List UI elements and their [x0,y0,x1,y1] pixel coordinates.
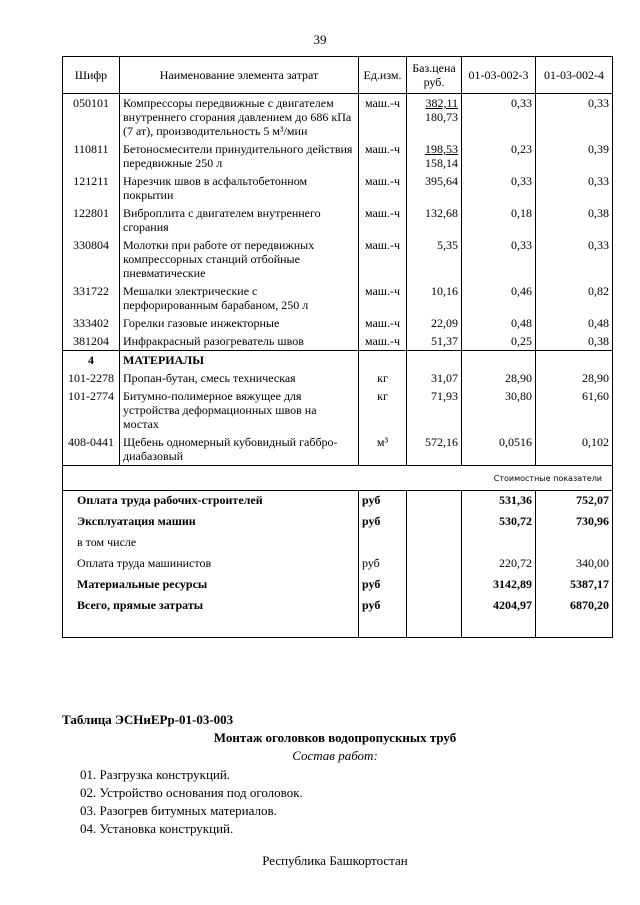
cost-unit: руб [359,575,407,596]
price-labor-value: 180,73 [425,110,458,124]
cost-name: Материальные ресурсы [63,575,359,596]
code-cell: 381204 [63,332,120,351]
value-col3: 3142,89 [462,575,536,596]
code-cell: 101-2278 [63,369,120,387]
next-subheading: Состав работ: [292,748,378,763]
header-unit: Ед.изм. [359,57,407,94]
table-row [63,387,613,433]
empty-cell [407,533,462,554]
price-cell: 572,16 [407,433,462,466]
code-cell: 331722 [63,282,120,314]
next-heading: Монтаж оголовков водопропускных труб [213,730,457,745]
unit-cell: м³ [359,433,407,466]
value-col3: 30,80 [462,387,536,433]
value-col4: 0,33 [536,94,613,141]
value-col4: 61,60 [536,387,613,433]
cost-unit: руб [359,512,407,533]
price-cell [407,282,462,314]
header-col4: 01-03-002-4 [536,57,613,94]
price-labor-value: 158,14 [425,156,458,170]
cost-unit: руб [359,491,407,513]
name-cell: Инфракрасный разогреватель швов [120,332,359,351]
footer-region: Республика Башкортостан [262,853,408,868]
table-row [63,433,613,466]
unit-cell: маш.-ч [359,94,407,141]
value-col3 [462,533,536,554]
code-cell: 333402 [63,314,120,332]
unit-cell: маш.-ч [359,172,407,204]
value-col4: 340,00 [536,554,613,575]
unit-cell: маш.-ч [359,282,407,314]
unit-cell: маш.-ч [359,332,407,351]
value-col3: 0,33 [462,94,536,141]
value-col3: 0,46 [462,282,536,314]
empty-cell [536,351,613,370]
cost-name: Всего, прямые затраты [63,596,359,617]
price-value: 22,09 [431,316,458,330]
price-cell [407,332,462,351]
section-row [63,351,613,370]
value-col3: 530,72 [462,512,536,533]
empty-cell [407,596,462,617]
value-col3: 0,23 [462,140,536,172]
value-col4: 0,33 [536,172,613,204]
value-col4 [536,533,613,554]
resource-table [62,56,613,638]
value-col3: 0,33 [462,172,536,204]
value-col4: 0,48 [536,314,613,332]
table-row [63,236,613,282]
section-code: 4 [63,351,120,370]
name-cell: Нарезчик швов в асфальтобетонном покрытии [120,172,359,204]
empty-cell [462,351,536,370]
header-name: Наименование элемента затрат [120,57,359,94]
header-col3: 01-03-002-3 [462,57,536,94]
price-value: 395,64 [425,174,458,188]
cost-unit [359,533,407,554]
empty-cell [407,512,462,533]
price-value: 10,16 [431,284,458,298]
price-value: 51,37 [431,334,458,348]
value-col4: 0,38 [536,332,613,351]
code-cell: 122801 [63,204,120,236]
value-col4: 28,90 [536,369,613,387]
step: 01. Разгрузка конструкций. [80,767,231,782]
cost-unit: руб [359,554,407,575]
value-col3: 0,48 [462,314,536,332]
table-row [63,282,613,314]
value-col4: 5387,17 [536,575,613,596]
name-cell: Горелки газовые инжекторные [120,314,359,332]
cost-unit: руб [359,596,407,617]
empty-cell [407,554,462,575]
cost-caption: Стоимостные показатели [63,466,613,491]
price-cell: 31,07 [407,369,462,387]
price-cell [407,236,462,282]
value-col4: 0,33 [536,236,613,282]
empty-cell [407,351,462,370]
value-col4: 730,96 [536,512,613,533]
cost-row [63,533,613,554]
table-row [63,314,613,332]
price-cell [407,314,462,332]
cost-name: Оплата труда машинистов [63,554,359,575]
name-cell: Пропан-бутан, смесь техническая [120,369,359,387]
name-cell: Компрессоры передвижные с двигателем внутреннего сгорания давлением до 686 кПа (7 ат), производительность 5 м³/мин [120,94,359,141]
code-cell: 408-0441 [63,433,120,466]
table-row [63,94,613,141]
unit-cell: кг [359,387,407,433]
table-header [63,57,613,94]
price-cell: 71,93 [407,387,462,433]
price-value: 5,35 [437,238,458,252]
value-col3: 531,36 [462,491,536,513]
cost-name: Эксплуатация машин [63,512,359,533]
value-col3: 4204,97 [462,596,536,617]
unit-cell: маш.-ч [359,314,407,332]
table-row [63,140,613,172]
name-cell: Мешалки электрические с перфорированным барабаном, 250 л [120,282,359,314]
section-title: МАТЕРИАЛЫ [120,351,359,370]
cost-row [63,512,613,533]
empty-cell [536,617,613,638]
empty-cell [359,617,407,638]
unit-cell: маш.-ч [359,140,407,172]
name-cell: Бетоносмесители принудительного действия передвижные 250 л [120,140,359,172]
table-row [63,204,613,236]
value-col3: 220,72 [462,554,536,575]
cost-row [63,554,613,575]
price-value: 198,53 [425,142,458,156]
value-col4: 0,39 [536,140,613,172]
next-table-title: Таблица ЭСНиЕРр-01-03-003 [62,712,234,727]
table-row [63,369,613,387]
value-col3: 0,25 [462,332,536,351]
value-col4: 0,82 [536,282,613,314]
page-number: 39 [313,32,327,47]
empty-cell [407,491,462,513]
code-cell: 101-2774 [63,387,120,433]
unit-cell: кг [359,369,407,387]
spacer-row [63,617,613,638]
cost-name: Оплата труда рабочих-строителей [63,491,359,513]
value-col3: 0,18 [462,204,536,236]
step: 04. Установка конструкций. [80,821,234,836]
empty-cell [359,351,407,370]
price-cell [407,172,462,204]
empty-cell [407,575,462,596]
code-cell: 110811 [63,140,120,172]
value-col4: 752,07 [536,491,613,513]
cost-row [63,575,613,596]
name-cell: Виброплита с двигателем внутреннего сгорания [120,204,359,236]
value-col4: 0,38 [536,204,613,236]
value-col4: 0,102 [536,433,613,466]
header-price: Баз.цена руб. [407,57,462,94]
header-code: Шифр [63,57,120,94]
table-row [63,172,613,204]
unit-cell: маш.-ч [359,204,407,236]
value-col4: 6870,20 [536,596,613,617]
value-col3: 0,33 [462,236,536,282]
price-value: 132,68 [425,206,458,220]
cost-name: в том числе [63,533,359,554]
price-cell [407,204,462,236]
cost-row [63,596,613,617]
cost-row [63,491,613,513]
empty-cell [63,617,359,638]
code-cell: 330804 [63,236,120,282]
code-cell: 050101 [63,94,120,141]
name-cell: Щебень одномерный кубовидный габбро-диабазовый [120,433,359,466]
name-cell: Битумно-полимерное вяжущее для устройства деформационных швов на мостах [120,387,359,433]
table-row [63,332,613,351]
cost-caption-row [63,466,613,491]
step: 03. Разогрев битумных материалов. [80,803,277,818]
price-cell [407,94,462,141]
step: 02. Устройство основания под оголовок. [80,785,303,800]
value-col3: 28,90 [462,369,536,387]
name-cell: Молотки при работе от передвижных компрессорных станций отбойные пневматические [120,236,359,282]
empty-cell [462,617,536,638]
price-cell [407,140,462,172]
unit-cell: маш.-ч [359,236,407,282]
empty-cell [407,617,462,638]
code-cell: 121211 [63,172,120,204]
price-value: 382,11 [425,96,458,110]
value-col3: 0,0516 [462,433,536,466]
